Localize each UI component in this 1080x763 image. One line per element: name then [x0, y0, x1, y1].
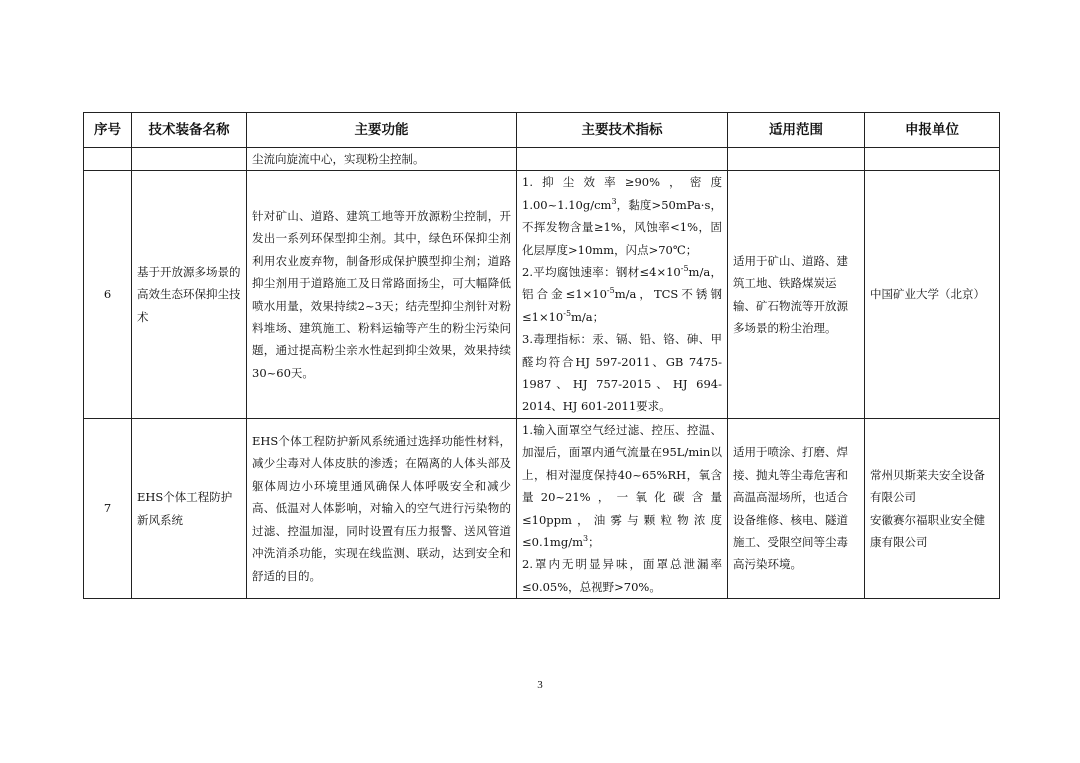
cell-function: 针对矿山、道路、建筑工地等开放源粉尘控制，开发出一系列环保型抑尘剂。其中，绿色环保抑尘剂利用农业废弃物，制备形成保护膜型抑尘剂；道路抑尘剂用于道路施工及日常路面扬尘，可大幅降低喷水用量，效果持续2~3天；结壳型抑尘剂针对粉料堆场、建筑施工、粉料运输等产生的粉尘污染问题，通过提高粉尘亲水性起到抑尘效果，效果持续30~60天。: [247, 171, 517, 418]
page-number: 3: [537, 679, 543, 691]
header-function: 主要功能: [247, 113, 517, 148]
cell-spec: [517, 418, 728, 598]
spec-line-2c: m/a，TCS不锈钢≤1×10: [522, 287, 722, 324]
cell-spec: [517, 171, 728, 418]
spec-line-2b: m/a，铝合金≤1×10: [522, 265, 722, 302]
cell-org: [865, 148, 1000, 171]
cell-name: [132, 148, 247, 171]
header-no: 序号: [84, 113, 132, 148]
spec-line-2d: m/a；: [571, 309, 605, 324]
spec-exp-neg5: -5: [563, 309, 572, 319]
table-header-row: [84, 113, 1000, 148]
spec-exp-neg5: -5: [606, 286, 615, 296]
cell-scope: [728, 148, 865, 171]
cell-org: 常州贝斯莱夫安全设备有限公司 安徽赛尔福职业安全健康有限公司: [865, 418, 1000, 598]
header-name: 技术装备名称: [132, 113, 247, 148]
cell-scope: 适用于矿山、道路、建筑工地、铁路煤炭运输、矿石物流等开放源多场景的粉尘治理。: [728, 171, 865, 418]
cell-scope: 适用于喷涂、打磨、焊接、抛丸等尘毒危害和高温高湿场所，也适合设备维修、核电、隧道施工、受限空间等尘毒高污染环境。: [728, 418, 865, 598]
cell-name: 基于开放源多场景的高效生态环保抑尘技术: [132, 171, 247, 418]
spec-line-1: 1.输入面罩空气经过滤、控压、控温、加湿后，面罩内通气流量在95L/min以上，相对湿度保持40~65%RH，氧含量20~21%，一氧化碳含量≤10ppm，油雾与颗粒物浓度≤0.1mg/m: [522, 422, 722, 549]
spec-line-1b: ，黏度>50mPa·s，不挥发物含量≥1%，风蚀率<1%，固化层厚度>10mm，闪点>70℃；: [522, 197, 722, 257]
table-row-continuation: [84, 148, 1000, 171]
cell-no: [84, 148, 132, 171]
spec-line-1-end: ；: [588, 534, 600, 549]
header-scope: 适用范围: [728, 113, 865, 148]
spec-line-2a: 2.平均腐蚀速率：钢材≤4×10: [522, 265, 681, 280]
spec-line-2: 2.罩内无明显异味，面罩总泄漏率≤0.05%，总视野>70%。: [522, 557, 722, 594]
spec-exp-3: 3: [582, 534, 589, 544]
technology-equipment-table: [83, 112, 1000, 599]
table-row: [84, 171, 1000, 418]
cell-no: 6: [84, 171, 132, 418]
cell-name: EHS个体工程防护新风系统: [132, 418, 247, 598]
cell-spec: [517, 148, 728, 171]
spec-line-1a: 1.抑尘效率≥90%，密度1.00~1.10g/cm: [522, 175, 722, 212]
spec-line-3: 3.毒理指标：汞、镉、铅、铬、砷、甲醛均符合HJ 597-2011、GB 7475-1987、HJ 757-2015、HJ 694-2014、HJ 601-2011要求。: [522, 332, 722, 414]
header-spec: 主要技术指标: [517, 113, 728, 148]
cell-no: 7: [84, 418, 132, 598]
cell-function: 尘流向旋流中心，实现粉尘控制。: [247, 148, 517, 171]
spec-exp-neg5: -5: [680, 264, 689, 274]
table-row: [84, 418, 1000, 598]
cell-org: 中国矿业大学（北京）: [865, 171, 1000, 418]
cell-function: EHS个体工程防护新风系统通过选择功能性材料，减少尘毒对人体皮肤的渗透；在隔离的人体头部及躯体周边小环境里通风确保人体呼吸安全和减少高、低温对人体影响，对输入的空气进行污染物的过滤、控温加湿，同时设置有压力报警、送风管道冲洗消杀功能，实现在线监测、联动，达到安全和舒适的目的。: [247, 418, 517, 598]
header-org: 申报单位: [865, 113, 1000, 148]
spec-exp-3: 3: [611, 196, 617, 206]
